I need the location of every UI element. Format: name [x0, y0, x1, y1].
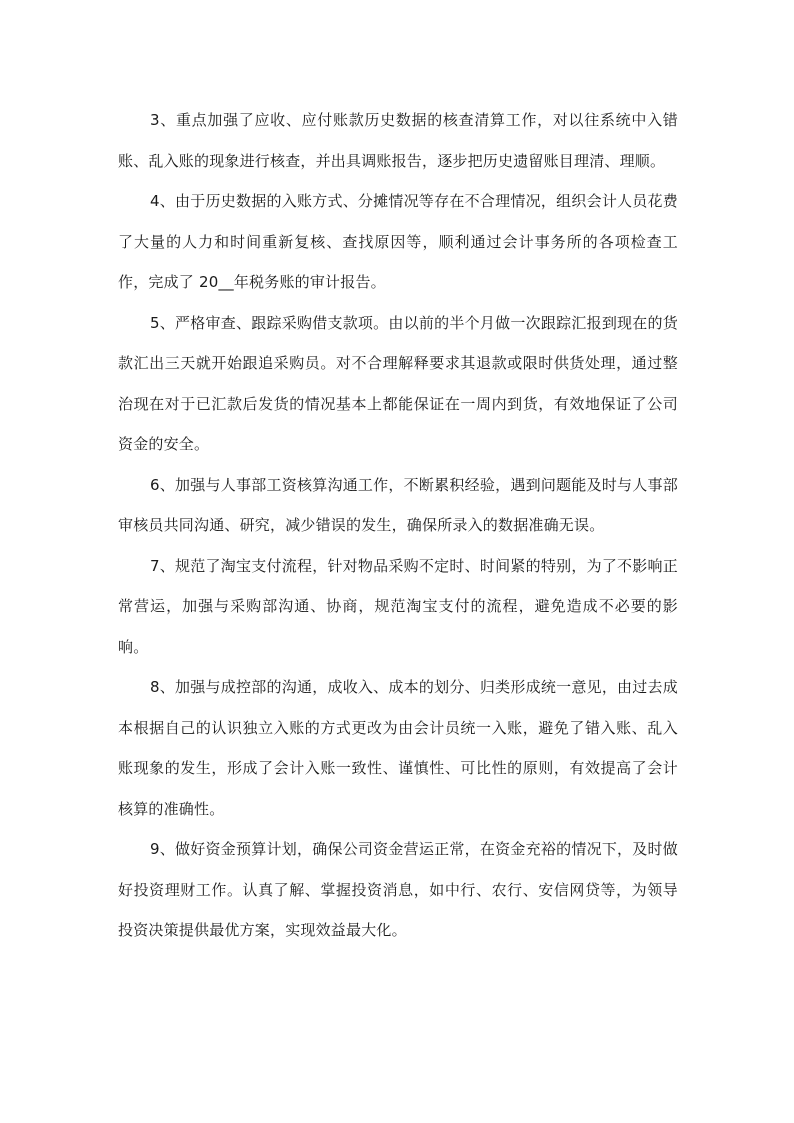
paragraph-item-8: 8、加强与成控部的沟通，成收入、成本的划分、归类形成统一意见，由过去成本根据自己的认识独立入账的方式更改为由会计员统一入账，避免了错入账、乱入账现象的发生，形成了会计入账一致性、谨慎性、可比性的原则，有效提高了会计核算的准确性。	[118, 678, 678, 818]
paragraph-item-6: 6、加强与人事部工资核算沟通工作，不断累积经验，遇到问题能及时与人事部审核员共同沟通、研究，减少错误的发生，确保所录入的数据准确无误。	[118, 475, 678, 534]
paragraph-item-4: 4、由于历史数据的入账方式、分摊情况等存在不合理情况，组织会计人员花费了大量的人力和时间重新复核、查找原因等，顺利通过会计事务所的各项检查工作，完成了 20__年税务账的审计报告。	[118, 192, 678, 291]
paragraph-item-9: 9、做好资金预算计划，确保公司资金营运正常，在资金充裕的情况下，及时做好投资理财工作。认真了解、掌握投资消息，如中行、农行、安信网贷等，为领导投资决策提供最优方案，实现效益最大化。	[118, 840, 678, 939]
document-body	[118, 100, 678, 951]
paragraph-item-3: 3、重点加强了应收、应付账款历史数据的核查清算工作，对以往系统中入错账、乱入账的现象进行核查，并出具调账报告，逐步把历史遗留账目理清、理顺。	[118, 111, 678, 170]
paragraph-item-7: 7、规范了淘宝支付流程，针对物品采购不定时、时间紧的特别，为了不影响正常营运，加强与采购部沟通、协商，规范淘宝支付的流程，避免造成不必要的影响。	[118, 556, 678, 656]
paragraph-item-5: 5、严格审查、跟踪采购借支款项。由以前的半个月做一次跟踪汇报到现在的货款汇出三天就开始跟追采购员。对不合理解释要求其退款或限时供货处理，通过整治现在对于已汇款后发货的情况基本上都能保证在一周内到货，有效地保证了公司资金的安全。	[118, 313, 678, 453]
